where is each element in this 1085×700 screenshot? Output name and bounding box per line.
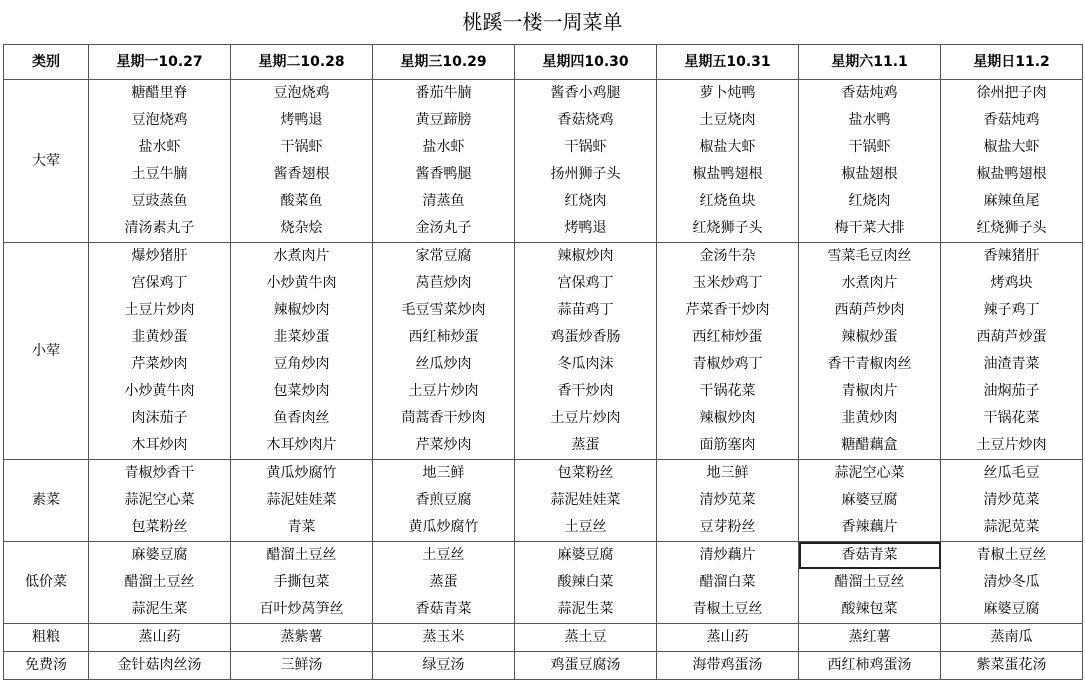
table-row (4, 514, 1083, 542)
dish-cell[interactable]: 蒜泥生菜 (515, 596, 657, 624)
dish-cell[interactable]: 蒸土豆 (515, 624, 657, 652)
dish-cell[interactable]: 土豆丝 (373, 542, 515, 570)
dish-cell[interactable]: 辣子鸡丁 (941, 297, 1083, 324)
table-row (4, 487, 1083, 514)
dish-cell[interactable]: 土豆片炒肉 (515, 405, 657, 432)
dish-cell[interactable]: 金汤牛杂 (657, 243, 799, 271)
dish-cell[interactable]: 酸辣白菜 (515, 569, 657, 596)
dish-cell[interactable]: 萝卜炖鸭 (657, 80, 799, 108)
dish-cell[interactable]: 烤鸭退 (231, 107, 373, 134)
table-row (4, 243, 1083, 271)
header-cell-wednesday[interactable]: 星期三10.29 (373, 45, 515, 80)
dish-cell[interactable]: 酱香翅根 (231, 161, 373, 188)
dish-cell[interactable]: 蒜泥生菜 (89, 596, 231, 624)
dish-cell[interactable]: 椒盐大虾 (657, 134, 799, 161)
dish-cell[interactable]: 土豆丝 (515, 514, 657, 542)
table-row (4, 432, 1083, 460)
dish-cell[interactable]: 豆角炒肉 (231, 351, 373, 378)
dish-cell[interactable]: 香辣藕片 (799, 514, 941, 542)
table-row (4, 405, 1083, 432)
dish-cell[interactable]: 黄豆蹄膀 (373, 107, 515, 134)
dish-cell[interactable]: 茼蒿香干炒肉 (373, 405, 515, 432)
header-cell-saturday[interactable]: 星期六11.1 (799, 45, 941, 80)
dish-cell[interactable]: 梅干菜大排 (799, 215, 941, 243)
dish-cell[interactable]: 干锅花菜 (941, 405, 1083, 432)
dish-cell[interactable]: 包菜粉丝 (89, 514, 231, 542)
dish-cell[interactable]: 面筋塞肉 (657, 432, 799, 460)
table-row (4, 542, 1083, 570)
dish-cell[interactable]: 蒸紫薯 (231, 624, 373, 652)
dish-cell[interactable]: 青菜 (231, 514, 373, 542)
dish-cell[interactable]: 土豆片炒肉 (89, 297, 231, 324)
dish-cell[interactable]: 青椒炒香干 (89, 460, 231, 488)
dish-cell[interactable]: 蒜泥娃娃菜 (231, 487, 373, 514)
dish-cell[interactable]: 麻婆豆腐 (89, 542, 231, 570)
dish-cell[interactable]: 盐水虾 (89, 134, 231, 161)
dish-cell[interactable]: 椒盐鸭翅根 (941, 161, 1083, 188)
dish-cell[interactable]: 香干炒肉 (515, 378, 657, 405)
dish-cell[interactable]: 西红柿炒蛋 (657, 324, 799, 351)
dish-cell[interactable]: 西葫芦炒肉 (799, 297, 941, 324)
dish-cell[interactable]: 香辣猪肝 (941, 243, 1083, 271)
dish-cell[interactable]: 家常豆腐 (373, 243, 515, 271)
dish-cell[interactable]: 豆芽粉丝 (657, 514, 799, 542)
dish-cell[interactable]: 麻辣鱼尾 (941, 188, 1083, 215)
header-row (4, 45, 1083, 80)
table-row (4, 624, 1083, 652)
dish-cell[interactable]: 酱香鸭腿 (373, 161, 515, 188)
dish-cell[interactable]: 青椒土豆丝 (657, 596, 799, 624)
dish-cell[interactable]: 丝瓜炒肉 (373, 351, 515, 378)
dish-cell[interactable]: 小炒黄牛肉 (231, 270, 373, 297)
dish-cell[interactable]: 水煮肉片 (799, 270, 941, 297)
header-cell-thursday[interactable]: 星期四10.30 (515, 45, 657, 80)
dish-cell[interactable]: 肉沫茄子 (89, 405, 231, 432)
dish-cell[interactable]: 麻婆豆腐 (799, 487, 941, 514)
dish-cell[interactable]: 莴苣炒肉 (373, 270, 515, 297)
dish-cell[interactable]: 青椒炒鸡丁 (657, 351, 799, 378)
dish-cell[interactable]: 醋溜白菜 (657, 569, 799, 596)
dish-cell[interactable]: 香菇炖鸡 (799, 80, 941, 108)
category-cell[interactable]: 粗粮 (4, 624, 89, 652)
dish-cell[interactable]: 酱香小鸡腿 (515, 80, 657, 108)
dish-cell[interactable]: 黄瓜炒腐竹 (373, 514, 515, 542)
dish-cell[interactable]: 蒜苗鸡丁 (515, 297, 657, 324)
table-row (4, 80, 1083, 108)
category-cell[interactable]: 小荤 (4, 243, 89, 460)
dish-cell[interactable]: 干锅虾 (515, 134, 657, 161)
dish-cell[interactable]: 鸡蛋炒香肠 (515, 324, 657, 351)
table-row (4, 188, 1083, 215)
dish-cell[interactable]: 清蒸鱼 (373, 188, 515, 215)
dish-cell[interactable]: 木耳炒肉 (89, 432, 231, 460)
table-row (4, 107, 1083, 134)
dish-cell[interactable]: 包菜粉丝 (515, 460, 657, 488)
table-row (4, 134, 1083, 161)
dish-cell[interactable]: 韭黄炒蛋 (89, 324, 231, 351)
dish-cell[interactable]: 盐水鸭 (799, 107, 941, 134)
dish-cell[interactable]: 蒸蛋 (373, 569, 515, 596)
dish-cell[interactable]: 椒盐翅根 (799, 161, 941, 188)
table-row (4, 460, 1083, 488)
header-cell-sunday[interactable]: 星期日11.2 (941, 45, 1083, 80)
dish-cell[interactable]: 宫保鸡丁 (89, 270, 231, 297)
menu-table (3, 44, 1083, 680)
dish-cell[interactable]: 青椒肉片 (799, 378, 941, 405)
dish-cell[interactable]: 扬州狮子头 (515, 161, 657, 188)
dish-cell[interactable]: 酸菜鱼 (231, 188, 373, 215)
dish-cell[interactable]: 麻婆豆腐 (515, 542, 657, 570)
category-cell[interactable]: 素菜 (4, 460, 89, 542)
dish-cell[interactable]: 木耳炒肉片 (231, 432, 373, 460)
dish-cell[interactable]: 烤鸡块 (941, 270, 1083, 297)
dish-cell[interactable]: 黄瓜炒腐竹 (231, 460, 373, 488)
dish-cell[interactable]: 蒸玉米 (373, 624, 515, 652)
dish-cell[interactable]: 椒盐大虾 (941, 134, 1083, 161)
dish-cell[interactable]: 三鲜汤 (231, 652, 373, 680)
dish-cell[interactable]: 青椒土豆丝 (941, 542, 1083, 570)
dish-cell[interactable]: 醋溜土豆丝 (799, 569, 941, 596)
dish-cell[interactable]: 西红柿炒蛋 (373, 324, 515, 351)
dish-cell[interactable]: 香菇青菜 (799, 542, 941, 570)
dish-cell[interactable]: 糖醋藕盒 (799, 432, 941, 460)
table-row (4, 297, 1083, 324)
dish-cell[interactable]: 辣椒炒肉 (515, 243, 657, 271)
dish-cell[interactable]: 徐州把子肉 (941, 80, 1083, 108)
dish-cell[interactable]: 紫菜蛋花汤 (941, 652, 1083, 680)
header-cell-friday[interactable]: 星期五10.31 (657, 45, 799, 80)
header-cell-category[interactable]: 类别 (4, 45, 89, 80)
table-row (4, 270, 1083, 297)
dish-cell[interactable]: 红烧狮子头 (657, 215, 799, 243)
dish-cell[interactable]: 宫保鸡丁 (515, 270, 657, 297)
dish-cell[interactable]: 水煮肉片 (231, 243, 373, 271)
dish-cell[interactable]: 干锅花菜 (657, 378, 799, 405)
dish-cell[interactable]: 玉米炒鸡丁 (657, 270, 799, 297)
sheet-title[interactable]: 桃蹊一楼一周菜单 (462, 10, 623, 34)
dish-cell[interactable]: 西葫芦炒蛋 (941, 324, 1083, 351)
category-cell[interactable]: 免费汤 (4, 652, 89, 680)
dish-cell[interactable]: 海带鸡蛋汤 (657, 652, 799, 680)
dish-cell[interactable]: 清炒冬瓜 (941, 569, 1083, 596)
dish-cell[interactable]: 蒜泥苋菜 (941, 514, 1083, 542)
dish-cell[interactable]: 红烧狮子头 (941, 215, 1083, 243)
dish-cell[interactable]: 醋溜土豆丝 (231, 542, 373, 570)
dish-cell[interactable]: 烧杂烩 (231, 215, 373, 243)
dish-cell[interactable]: 蒸红薯 (799, 624, 941, 652)
dish-cell[interactable]: 韭黄炒肉 (799, 405, 941, 432)
dish-cell[interactable]: 辣椒炒蛋 (799, 324, 941, 351)
dish-cell[interactable]: 包菜炒肉 (231, 378, 373, 405)
dish-cell[interactable]: 清炒藕片 (657, 542, 799, 570)
dish-cell[interactable]: 干锅虾 (799, 134, 941, 161)
dish-cell[interactable]: 芹菜香干炒肉 (657, 297, 799, 324)
dish-cell[interactable]: 香菇青菜 (373, 596, 515, 624)
dish-cell[interactable]: 番茄牛腩 (373, 80, 515, 108)
header-cell-tuesday[interactable]: 星期二10.28 (231, 45, 373, 80)
menu-sheet (3, 0, 1082, 697)
dish-cell[interactable]: 绿豆汤 (373, 652, 515, 680)
dish-cell[interactable]: 椒盐鸭翅根 (657, 161, 799, 188)
dish-cell[interactable]: 辣椒炒肉 (231, 297, 373, 324)
dish-cell[interactable]: 土豆片炒肉 (373, 378, 515, 405)
dish-cell[interactable]: 清炒苋菜 (657, 487, 799, 514)
dish-cell[interactable]: 清炒苋菜 (941, 487, 1083, 514)
dish-cell[interactable]: 鸡蛋豆腐汤 (515, 652, 657, 680)
dish-cell[interactable]: 土豆片炒肉 (941, 432, 1083, 460)
table-row (4, 351, 1083, 378)
dish-cell[interactable]: 麻婆豆腐 (941, 596, 1083, 624)
menu-body (4, 80, 1083, 680)
dish-cell[interactable]: 土豆烧肉 (657, 107, 799, 134)
dish-cell[interactable]: 芹菜炒肉 (89, 351, 231, 378)
table-row (4, 569, 1083, 596)
dish-cell[interactable]: 蒜泥空心菜 (89, 487, 231, 514)
dish-cell[interactable]: 清汤素丸子 (89, 215, 231, 243)
dish-cell[interactable]: 冬瓜肉沫 (515, 351, 657, 378)
dish-cell[interactable]: 油焖茄子 (941, 378, 1083, 405)
table-row (4, 161, 1083, 188)
dish-cell[interactable]: 手撕包菜 (231, 569, 373, 596)
dish-cell[interactable]: 土豆牛腩 (89, 161, 231, 188)
dish-cell[interactable]: 油渣青菜 (941, 351, 1083, 378)
dish-cell[interactable]: 地三鲜 (657, 460, 799, 488)
dish-cell[interactable]: 蒸南瓜 (941, 624, 1083, 652)
dish-cell[interactable]: 辣椒炒肉 (657, 405, 799, 432)
table-row (4, 324, 1083, 351)
dish-cell[interactable]: 糖醋里脊 (89, 80, 231, 108)
dish-cell[interactable]: 百叶炒莴笋丝 (231, 596, 373, 624)
dish-cell[interactable]: 金汤丸子 (373, 215, 515, 243)
dish-cell[interactable]: 豆泡烧鸡 (231, 80, 373, 108)
dish-cell[interactable]: 蒜泥空心菜 (799, 460, 941, 488)
dish-cell[interactable]: 红烧肉 (799, 188, 941, 215)
dish-cell[interactable]: 毛豆雪菜炒肉 (373, 297, 515, 324)
dish-cell[interactable]: 红烧鱼块 (657, 188, 799, 215)
dish-cell[interactable]: 红烧肉 (515, 188, 657, 215)
dish-cell[interactable]: 干锅虾 (231, 134, 373, 161)
dish-cell[interactable]: 爆炒猪肝 (89, 243, 231, 271)
dish-cell[interactable]: 酸辣包菜 (799, 596, 941, 624)
dish-cell[interactable]: 蒜泥娃娃菜 (515, 487, 657, 514)
dish-cell[interactable]: 丝瓜毛豆 (941, 460, 1083, 488)
table-row (4, 215, 1083, 243)
table-row (4, 378, 1083, 405)
dish-cell[interactable]: 香菇炖鸡 (941, 107, 1083, 134)
table-row (4, 652, 1083, 680)
dish-cell[interactable]: 地三鲜 (373, 460, 515, 488)
dish-cell[interactable]: 香煎豆腐 (373, 487, 515, 514)
category-cell[interactable]: 大荤 (4, 80, 89, 243)
category-cell[interactable]: 低价菜 (4, 542, 89, 624)
dish-cell[interactable]: 香干青椒肉丝 (799, 351, 941, 378)
dish-cell[interactable]: 香菇烧鸡 (515, 107, 657, 134)
dish-cell[interactable]: 豆豉蒸鱼 (89, 188, 231, 215)
dish-cell[interactable]: 盐水虾 (373, 134, 515, 161)
dish-cell[interactable]: 韭菜炒蛋 (231, 324, 373, 351)
dish-cell[interactable]: 小炒黄牛肉 (89, 378, 231, 405)
dish-cell[interactable]: 醋溜土豆丝 (89, 569, 231, 596)
table-row (4, 596, 1083, 624)
dish-cell[interactable]: 西红柿鸡蛋汤 (799, 652, 941, 680)
header-cell-monday[interactable]: 星期一10.27 (89, 45, 231, 80)
dish-cell[interactable]: 鱼香肉丝 (231, 405, 373, 432)
dish-cell[interactable]: 芹菜炒肉 (373, 432, 515, 460)
dish-cell[interactable]: 豆泡烧鸡 (89, 107, 231, 134)
dish-cell[interactable]: 烤鸭退 (515, 215, 657, 243)
dish-cell[interactable]: 蒸山药 (657, 624, 799, 652)
dish-cell[interactable]: 蒸山药 (89, 624, 231, 652)
dish-cell[interactable]: 雪菜毛豆肉丝 (799, 243, 941, 271)
dish-cell[interactable]: 金针菇肉丝汤 (89, 652, 231, 680)
dish-cell[interactable]: 蒸蛋 (515, 432, 657, 460)
